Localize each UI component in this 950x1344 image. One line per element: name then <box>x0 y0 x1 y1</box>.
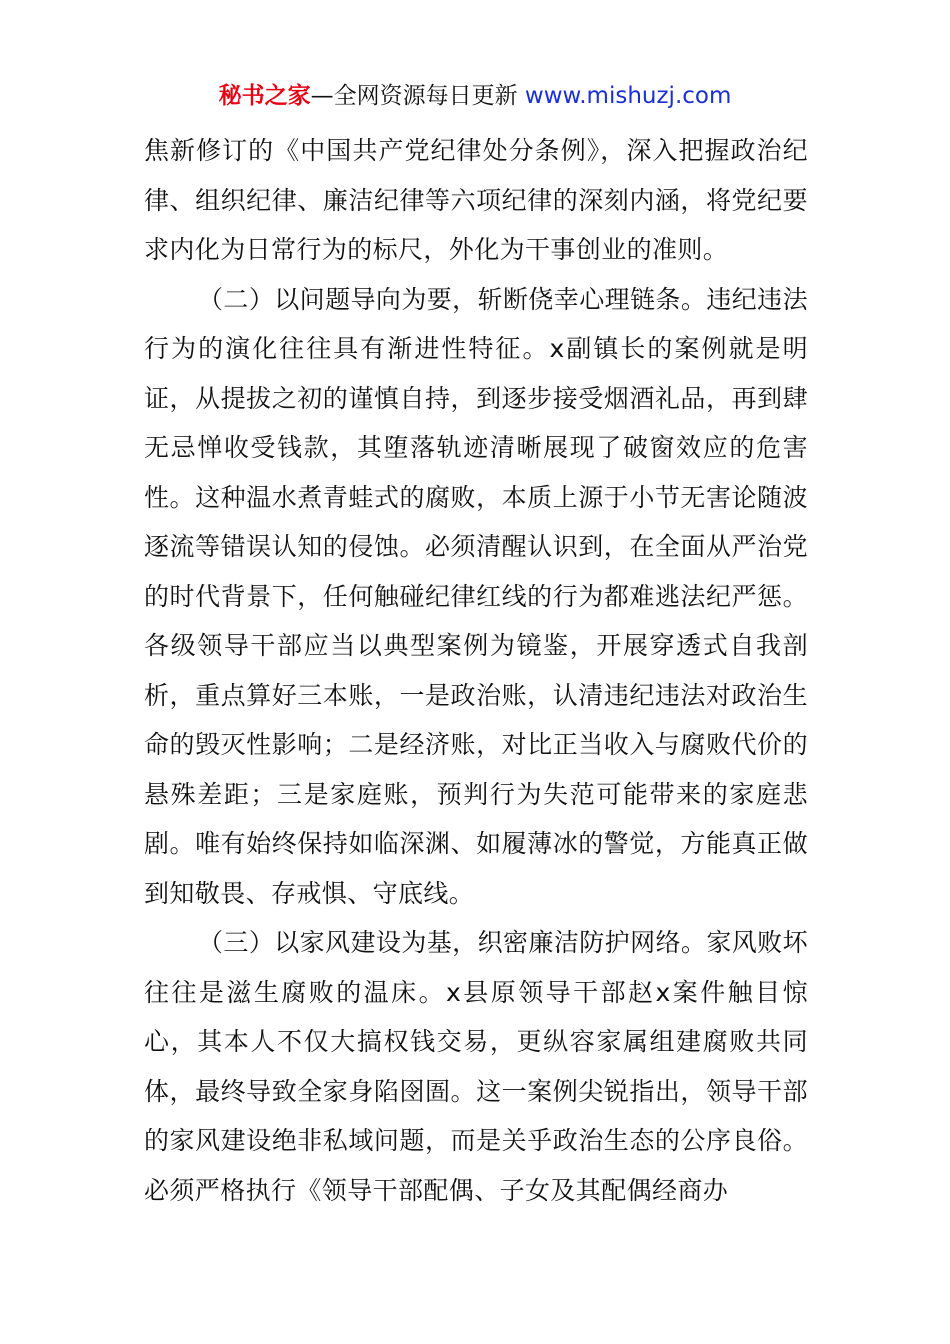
paragraph-section-2: （二）以问题导向为要，斩断侥幸心理链条。违纪违法行为的演化往往具有渐进性特征。x副镇长的案例就是明证，从提拔之初的谨慎自持，到逐步接受烟酒礼品，再到肆无忌惮收受钱款，其堕落轨迹清晰展现了破窗效应的危害性。这种温水煮青蛙式的腐败，本质上源于小节无害论随波逐流等错误认知的侵蚀。必须清醒认识到，在全面从严治党的时代背景下，任何触碰纪律红线的行为都难逃法纪严惩。各级领导干部应当以典型案例为镜鉴，开展穿透式自我剖析，重点算好三本账，一是政治账，认清违纪违法对政治生命的毁灭性影响；二是经济账，对比正当收入与腐败代价的悬殊差距；三是家庭账，预判行为失范可能带来的家庭悲剧。唯有始终保持如临深渊、如履薄冰的警觉，方能真正做到知敬畏、存戒惧、守底线。 <box>144 284 808 908</box>
paragraph-section-3: （三）以家风建设为基，织密廉洁防护网络。家风败坏往往是滋生腐败的温床。x县原领导干部赵x案件触目惊心，其本人不仅大搞权钱交易，更纵容家属组建腐败共同体，最终导致全家身陷囹圄。这一案例尖锐指出，领导干部的家风建设绝非私域问题，而是关乎政治生态的公序良俗。必须严格执行《领导干部配偶、子女及其配偶经商办 <box>144 928 808 1205</box>
site-tagline: —全网资源每日更新 <box>310 83 525 109</box>
document-body <box>144 126 808 1215</box>
paragraph-continuation: 焦新修订的《中国共产党纪律处分条例》，深入把握政治纪律、组织纪律、廉洁纪律等六项纪律的深刻内涵，将党纪要求内化为日常行为的标尺，外化为干事创业的准则。 <box>144 136 808 264</box>
site-url-link[interactable]: www.mishuzj.com <box>524 83 732 109</box>
site-header <box>0 80 950 112</box>
site-brand: 秘书之家 <box>218 83 311 109</box>
